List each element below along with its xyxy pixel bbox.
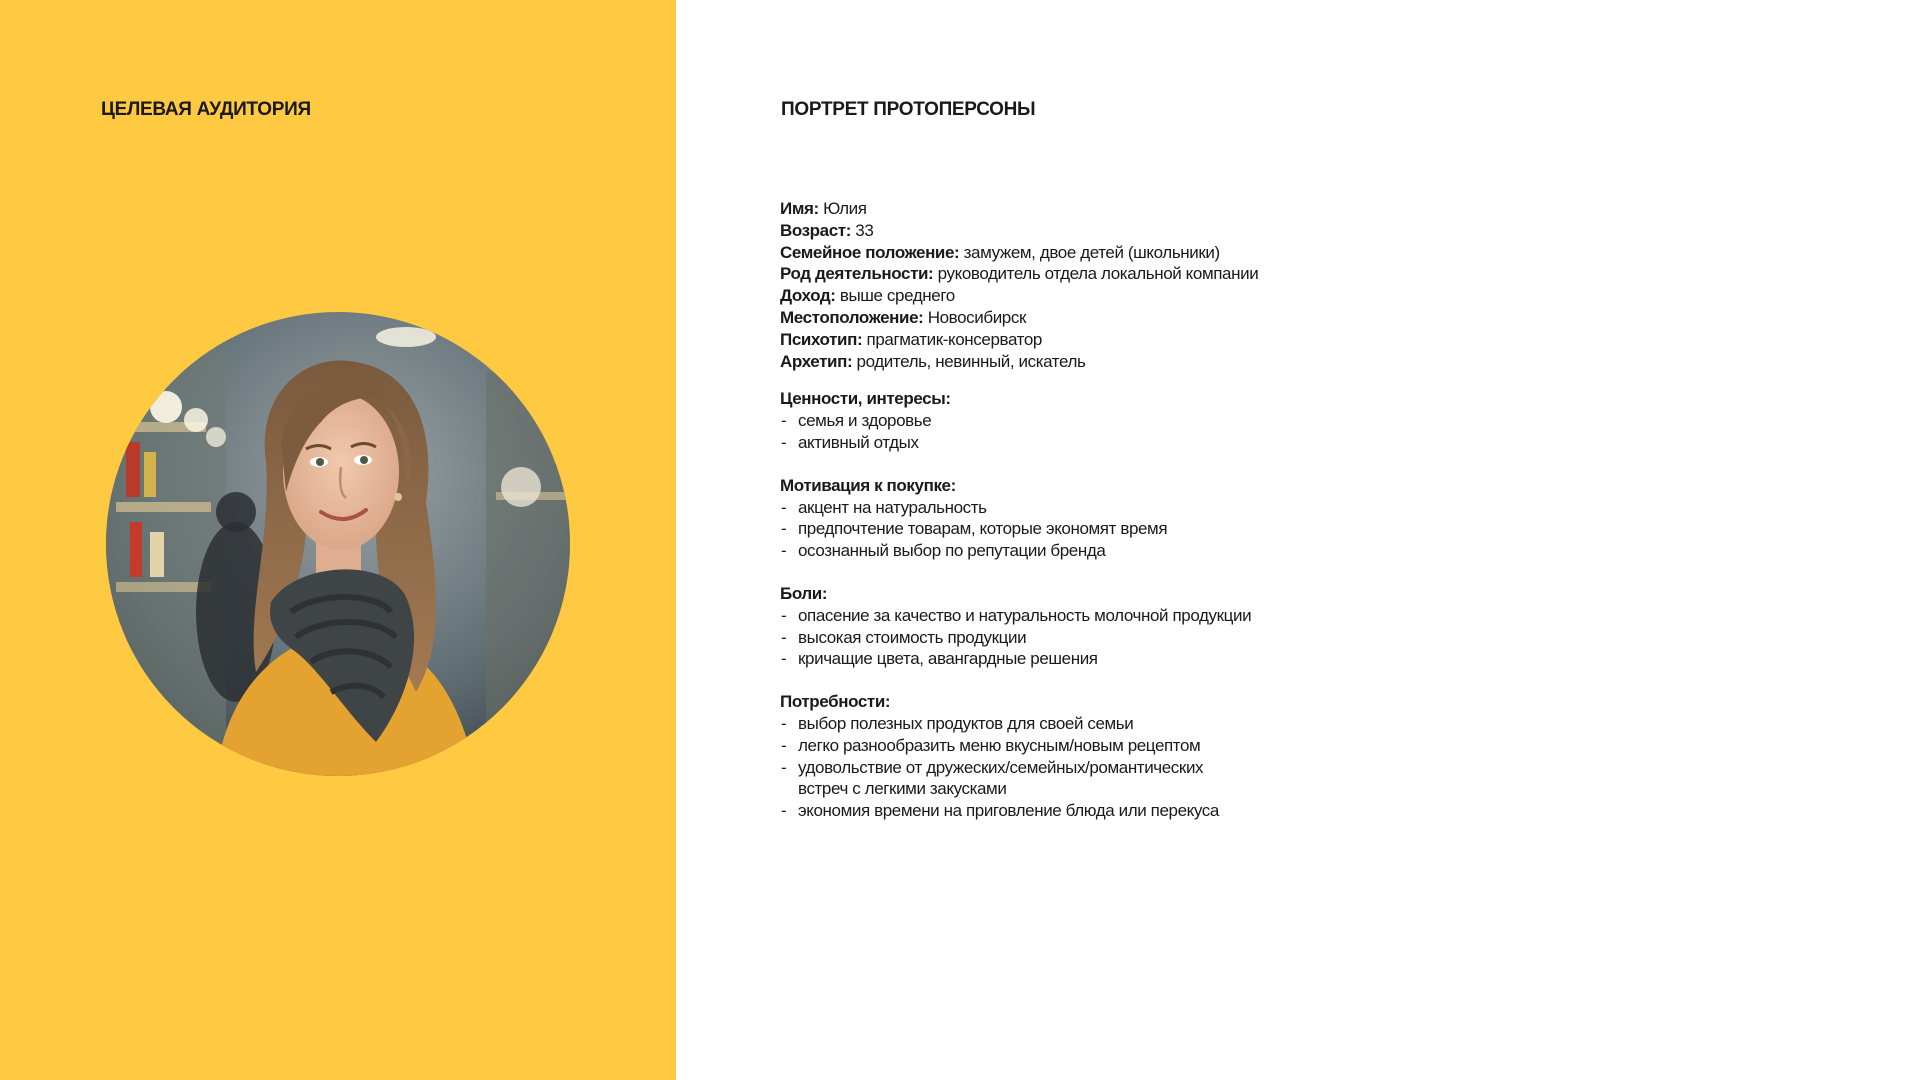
list-item: - выбор полезных продуктов для своей семьи xyxy=(780,713,1540,735)
list-item: - высокая стоимость продукции xyxy=(780,627,1540,649)
fact-value: Новосибирск xyxy=(923,307,1026,327)
fact-label: Психотип: xyxy=(780,329,863,349)
fact-occupation xyxy=(780,263,1540,285)
fact-name xyxy=(780,198,1540,220)
motivation-title: Мотивация к покупке: xyxy=(780,475,956,495)
fact-location xyxy=(780,307,1540,329)
persona-portrait-title: ПОРТРЕТ ПРОТОПЕРСОНЫ xyxy=(781,99,1036,120)
fact-label: Доход: xyxy=(780,286,836,306)
persona-details xyxy=(780,198,1540,822)
target-audience-title: ЦЕЛЕВАЯ АУДИТОРИЯ xyxy=(101,99,311,120)
fact-value: родитель, невинный, искатель xyxy=(852,351,1086,371)
list-item: - семья и здоровье xyxy=(780,410,1540,432)
pains-section xyxy=(780,583,1540,670)
values-title: Ценности, интересы: xyxy=(780,389,951,409)
needs-section xyxy=(780,691,1540,822)
list-item: - акцент на натуральность xyxy=(780,497,1540,519)
list-item: - экономия времени на приговление блюда или перекуса xyxy=(780,800,1540,822)
fact-value: руководитель отдела локальной компании xyxy=(933,264,1259,284)
motivation-section xyxy=(780,475,1540,562)
fact-archetype xyxy=(780,351,1540,373)
list-item-line: - удовольствие от дружеских/семейных/романтических xyxy=(798,757,1204,777)
fact-value: выше среднего xyxy=(835,286,955,306)
fact-label: Возраст: xyxy=(780,220,851,240)
fact-income xyxy=(780,285,1540,307)
fact-psychotype xyxy=(780,329,1540,351)
persona-facts xyxy=(780,198,1540,372)
fact-age xyxy=(780,220,1540,242)
fact-label: Архетип: xyxy=(780,351,853,371)
fact-label: Род деятельности: xyxy=(780,264,934,284)
list-item: - предпочтение товарам, которые экономят время xyxy=(780,518,1540,540)
pains-title: Боли: xyxy=(780,583,828,603)
fact-label: Семейное положение: xyxy=(780,242,960,262)
list-item-line: встреч с легкими закусками xyxy=(798,779,1007,799)
left-panel xyxy=(0,0,676,1080)
list-item xyxy=(780,757,1540,801)
fact-value: прагматик-консерватор xyxy=(862,329,1042,349)
values-section xyxy=(780,388,1540,453)
fact-label: Местоположение: xyxy=(780,307,924,327)
list-item: - кричащие цвета, авангардные решения xyxy=(780,648,1540,670)
list-item: - осознанный выбор по репутации бренда xyxy=(780,540,1540,562)
list-item: - активный отдых xyxy=(780,432,1540,454)
list-item: - легко разнообразить меню вкусным/новым рецептом xyxy=(780,735,1540,757)
fact-value: замужем, двое детей (школьники) xyxy=(959,242,1220,262)
list-item: - опасение за качество и натуральность молочной продукции xyxy=(780,605,1540,627)
persona-photo xyxy=(106,312,570,776)
fact-value: Юлия xyxy=(818,199,867,218)
needs-title: Потребности: xyxy=(780,692,891,712)
fact-value: 33 xyxy=(850,220,874,240)
fact-label: Имя: xyxy=(780,199,819,218)
fact-marital-status xyxy=(780,242,1540,264)
